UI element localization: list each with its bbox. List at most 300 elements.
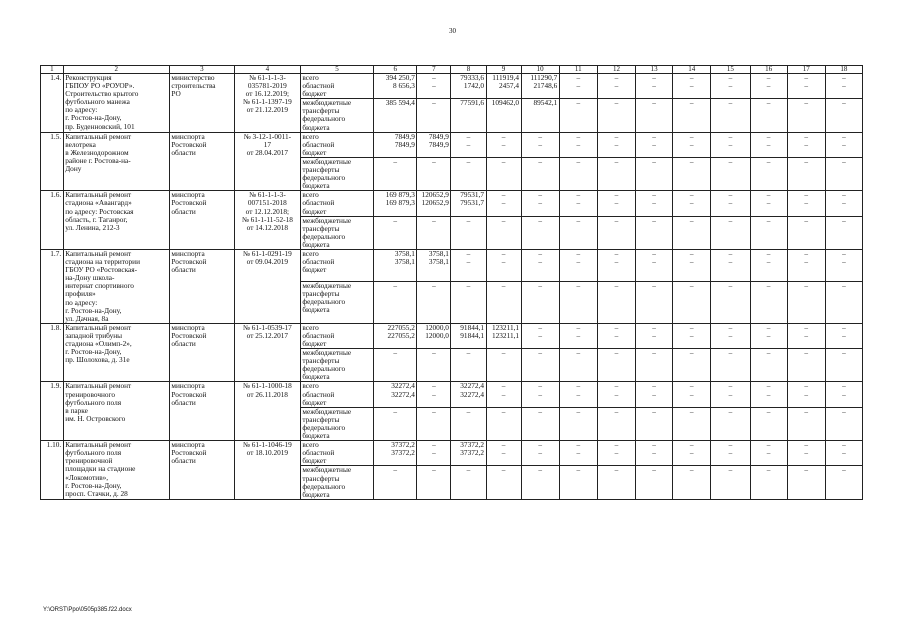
column-header: 15 bbox=[711, 66, 750, 74]
cell-line: велотрека bbox=[65, 139, 96, 149]
cell-line: – bbox=[466, 465, 471, 475]
item-number: 1.10. bbox=[41, 441, 64, 500]
cell-line: – bbox=[728, 407, 733, 416]
funding-amount bbox=[559, 441, 597, 466]
funding-amount bbox=[374, 191, 417, 216]
cell-line: – bbox=[466, 157, 471, 166]
cell-line: 2457,4 bbox=[498, 81, 520, 91]
funding-amount bbox=[486, 281, 521, 323]
funding-amount bbox=[673, 216, 711, 249]
cell-line: всего bbox=[302, 249, 319, 258]
cell-line: – bbox=[728, 190, 733, 200]
cell-line: по адресу: bbox=[65, 297, 98, 307]
cell-line: – bbox=[501, 389, 506, 399]
cell-line: – bbox=[466, 407, 471, 416]
cell-line: им. Н. Островского bbox=[65, 413, 126, 423]
table-row bbox=[41, 382, 863, 407]
funding-amount bbox=[825, 132, 862, 157]
funding-amount bbox=[711, 281, 750, 323]
cell-line: стадиона на территории bbox=[65, 257, 140, 267]
cell-line: – bbox=[728, 381, 733, 391]
cell-line: – bbox=[501, 139, 506, 149]
funding-amount bbox=[559, 216, 597, 249]
cell-line: бюджета bbox=[302, 372, 330, 382]
cell-line: 123211,1 bbox=[491, 330, 520, 340]
funding-amount bbox=[597, 349, 635, 382]
cell-line: от 26.11.2018 bbox=[246, 389, 288, 399]
funding-amount bbox=[374, 349, 417, 382]
funding-source bbox=[300, 132, 373, 157]
item-number: 1.6. bbox=[41, 191, 64, 250]
responsible-org bbox=[169, 323, 234, 382]
cell-line: – bbox=[614, 81, 619, 91]
funding-amount bbox=[636, 249, 673, 281]
funding-amount bbox=[597, 382, 635, 407]
cell-line: строительства bbox=[171, 81, 216, 91]
cell-line: – bbox=[652, 216, 656, 225]
funding-amount bbox=[750, 132, 787, 157]
cell-line: – bbox=[689, 139, 694, 149]
cell-line: – bbox=[652, 281, 656, 290]
cell-line: – bbox=[842, 81, 846, 91]
expertise-conclusion bbox=[234, 382, 300, 441]
column-header: 6 bbox=[374, 66, 417, 74]
funding-amount bbox=[521, 74, 559, 99]
cell-line: 1742,0 bbox=[463, 81, 484, 91]
column-header: 14 bbox=[673, 66, 711, 74]
funding-amount bbox=[417, 99, 451, 132]
cell-line: – bbox=[576, 98, 581, 108]
funding-amount bbox=[711, 382, 750, 407]
funding-source bbox=[300, 281, 373, 323]
cell-line: – bbox=[614, 73, 619, 82]
funding-amount bbox=[597, 407, 635, 440]
cell-line: ул. Дачная, 8а bbox=[65, 313, 109, 323]
cell-line: – bbox=[614, 216, 619, 225]
funding-amount bbox=[417, 249, 451, 281]
cell-line: – bbox=[614, 281, 619, 290]
cell-line: – bbox=[842, 407, 846, 416]
cell-line: Капитальный ремонт bbox=[65, 190, 132, 200]
cell-line: – bbox=[689, 323, 694, 332]
cell-line: – bbox=[842, 98, 846, 108]
cell-line: – bbox=[576, 198, 581, 208]
funding-amount bbox=[825, 441, 862, 466]
cell-line: – bbox=[766, 330, 771, 340]
cell-line: межбюджетные bbox=[302, 281, 352, 290]
cell-line: – bbox=[466, 139, 471, 149]
cell-line: межбюджетные bbox=[302, 465, 352, 475]
budget-table bbox=[40, 65, 863, 500]
cell-line: № 61-1-0539-17 bbox=[242, 323, 292, 332]
funding-amount bbox=[559, 382, 597, 407]
column-header: 11 bbox=[559, 66, 597, 74]
funding-amount bbox=[521, 249, 559, 281]
cell-line: – bbox=[538, 216, 542, 225]
cell-line: всего bbox=[302, 440, 319, 450]
cell-line: футбольного манежа bbox=[65, 97, 130, 107]
cell-line: – bbox=[576, 257, 581, 267]
funding-amount bbox=[559, 191, 597, 216]
cell-line: стадиона «Олимп-2», bbox=[65, 339, 132, 348]
cell-line: минспорта bbox=[171, 132, 205, 141]
cell-line: – bbox=[466, 257, 471, 267]
cell-line: – bbox=[393, 465, 398, 475]
cell-line: – bbox=[538, 157, 542, 166]
cell-line: – bbox=[501, 216, 506, 225]
cell-line: ул. Ленина, 212-3 bbox=[65, 222, 120, 232]
cell-line: – bbox=[432, 465, 436, 475]
funding-amount bbox=[787, 249, 825, 281]
cell-line: Строительство крытого bbox=[65, 89, 139, 99]
table-row bbox=[41, 249, 863, 281]
funding-amount bbox=[711, 99, 750, 132]
funding-amount bbox=[521, 323, 559, 348]
funding-source bbox=[300, 466, 373, 499]
funding-amount bbox=[486, 216, 521, 249]
funding-amount bbox=[673, 191, 711, 216]
cell-line: – bbox=[728, 440, 733, 450]
cell-line: министерство bbox=[171, 73, 215, 82]
funding-amount bbox=[825, 382, 862, 407]
cell-line: от 14.12.2018 bbox=[246, 222, 289, 232]
cell-line: межбюджетные bbox=[302, 216, 352, 225]
funding-amount bbox=[750, 441, 787, 466]
cell-line: – bbox=[432, 381, 436, 391]
cell-line: – bbox=[766, 323, 771, 332]
funding-amount bbox=[417, 74, 451, 99]
funding-amount bbox=[711, 191, 750, 216]
funding-amount bbox=[521, 132, 559, 157]
funding-amount bbox=[825, 249, 862, 281]
funding-amount bbox=[825, 349, 862, 382]
funding-source bbox=[300, 382, 373, 407]
cell-line: – bbox=[614, 440, 619, 450]
funding-amount bbox=[597, 157, 635, 190]
cell-line: – bbox=[432, 348, 436, 358]
funding-amount bbox=[825, 281, 862, 323]
cell-line: – bbox=[766, 440, 771, 450]
funding-amount bbox=[417, 466, 451, 499]
funding-amount bbox=[673, 466, 711, 499]
funding-amount bbox=[750, 191, 787, 216]
funding-amount bbox=[673, 281, 711, 323]
funding-amount bbox=[559, 407, 597, 440]
funding-amount bbox=[711, 216, 750, 249]
cell-line: – bbox=[689, 440, 694, 450]
funding-amount bbox=[417, 349, 451, 382]
cell-line: 7849,9 bbox=[428, 139, 449, 149]
column-header: 1 bbox=[41, 66, 64, 74]
cell-line: 12000,0 bbox=[425, 323, 449, 332]
funding-amount bbox=[521, 382, 559, 407]
funding-amount bbox=[636, 349, 673, 382]
cell-line: – bbox=[614, 257, 619, 267]
cell-line: № 61-1-1046-19 bbox=[242, 440, 292, 450]
cell-line: – bbox=[842, 73, 846, 82]
cell-line: Дону bbox=[65, 164, 82, 174]
funding-amount bbox=[559, 157, 597, 190]
cell-line: – bbox=[689, 465, 694, 475]
cell-line: – bbox=[652, 448, 656, 458]
funding-amount bbox=[673, 349, 711, 382]
cell-line: – bbox=[804, 348, 809, 358]
cell-line: – bbox=[576, 81, 581, 91]
cell-line: – bbox=[432, 216, 436, 225]
funding-amount bbox=[374, 466, 417, 499]
cell-line: – bbox=[576, 139, 581, 149]
cell-line: 91844,1 bbox=[460, 330, 484, 340]
funding-amount bbox=[451, 191, 486, 216]
funding-source bbox=[300, 157, 373, 190]
cell-line: – bbox=[432, 281, 436, 290]
cell-line: – bbox=[766, 465, 771, 475]
funding-amount bbox=[636, 74, 673, 99]
cell-line: – bbox=[689, 190, 694, 200]
funding-amount bbox=[417, 407, 451, 440]
expertise-conclusion bbox=[234, 249, 300, 323]
funding-amount bbox=[521, 191, 559, 216]
funding-amount bbox=[597, 132, 635, 157]
cell-line: ГБПОУ РО «РОУОР». bbox=[65, 81, 135, 91]
cell-line: – bbox=[689, 81, 694, 91]
cell-line: 227055,2 bbox=[387, 323, 415, 332]
column-header: 4 bbox=[234, 66, 300, 74]
cell-line: – bbox=[804, 440, 809, 450]
cell-line: – bbox=[466, 281, 471, 290]
cell-line: – bbox=[766, 157, 771, 166]
funding-source bbox=[300, 74, 373, 99]
funding-amount bbox=[787, 349, 825, 382]
cell-line: – bbox=[432, 98, 436, 108]
cell-line: – bbox=[576, 330, 581, 340]
cell-line: Капитальный ремонт bbox=[65, 440, 132, 450]
funding-amount bbox=[750, 281, 787, 323]
cell-line: – bbox=[652, 348, 656, 358]
cell-line: – bbox=[766, 190, 771, 200]
cell-line: – bbox=[652, 407, 656, 416]
cell-line: – bbox=[652, 249, 656, 258]
cell-line: – bbox=[728, 465, 733, 475]
funding-amount bbox=[417, 132, 451, 157]
cell-line: – bbox=[614, 348, 619, 358]
cell-line: «Локомотив», bbox=[65, 472, 109, 482]
funding-source bbox=[300, 249, 373, 281]
funding-amount bbox=[787, 99, 825, 132]
cell-line: всего bbox=[302, 73, 319, 82]
funding-amount bbox=[451, 249, 486, 281]
cell-line: – bbox=[728, 249, 733, 258]
funding-amount bbox=[750, 349, 787, 382]
cell-line: – bbox=[689, 257, 694, 267]
cell-line: – bbox=[689, 407, 694, 416]
cell-line: бюджет bbox=[302, 456, 327, 466]
cell-line: – bbox=[538, 381, 542, 391]
funding-amount bbox=[451, 323, 486, 348]
cell-line: – bbox=[804, 249, 809, 258]
cell-line: 3758,1 bbox=[394, 249, 415, 258]
cell-line: области bbox=[171, 339, 196, 348]
cell-line: – bbox=[614, 139, 619, 149]
cell-line: – bbox=[501, 249, 506, 258]
cell-line: бюджет bbox=[302, 339, 327, 348]
cell-line: – bbox=[842, 132, 846, 141]
cell-line: – bbox=[728, 139, 733, 149]
cell-line: – bbox=[804, 198, 809, 208]
cell-line: – bbox=[652, 73, 656, 82]
funding-amount bbox=[374, 441, 417, 466]
cell-line: Ростовской bbox=[171, 198, 207, 208]
cell-line: – bbox=[766, 407, 771, 416]
cell-line: – bbox=[576, 73, 581, 82]
object-name bbox=[63, 382, 169, 441]
cell-line: области bbox=[171, 265, 196, 275]
cell-line: г. Ростов-на-Дону, bbox=[65, 113, 122, 123]
cell-line: – bbox=[576, 465, 581, 475]
funding-amount bbox=[374, 281, 417, 323]
cell-line: – bbox=[689, 132, 694, 141]
cell-line: – bbox=[538, 249, 542, 258]
cell-line: районе г. Ростова-на- bbox=[65, 155, 131, 165]
cell-line: 035781-2019 bbox=[247, 81, 287, 91]
cell-line: – bbox=[652, 139, 656, 149]
funding-amount bbox=[825, 407, 862, 440]
cell-line: – bbox=[614, 98, 619, 108]
cell-line: – bbox=[766, 281, 771, 290]
cell-line: – bbox=[652, 98, 656, 108]
funding-amount bbox=[787, 382, 825, 407]
funding-amount bbox=[451, 349, 486, 382]
funding-amount bbox=[825, 323, 862, 348]
cell-line: – bbox=[842, 157, 846, 166]
funding-amount bbox=[374, 249, 417, 281]
cell-line: тренировочного bbox=[65, 389, 115, 399]
cell-line: № 61-1-11-52-18 bbox=[241, 214, 293, 224]
cell-line: – bbox=[689, 216, 694, 225]
funding-amount bbox=[673, 407, 711, 440]
cell-line: 385 594,4 bbox=[385, 98, 415, 108]
funding-amount bbox=[636, 216, 673, 249]
funding-amount bbox=[559, 281, 597, 323]
cell-line: – bbox=[538, 132, 542, 141]
cell-line: Ростовской bbox=[171, 330, 207, 340]
cell-line: – bbox=[393, 216, 398, 225]
object-name bbox=[63, 249, 169, 323]
cell-line: – bbox=[766, 139, 771, 149]
cell-line: – bbox=[576, 157, 581, 166]
cell-line: – bbox=[576, 448, 581, 458]
funding-amount bbox=[521, 466, 559, 499]
cell-line: – bbox=[728, 81, 733, 91]
cell-line: – bbox=[804, 465, 809, 475]
cell-line: – bbox=[652, 198, 656, 208]
cell-line: – bbox=[842, 257, 846, 267]
cell-line: – bbox=[576, 249, 581, 258]
cell-line: – bbox=[538, 407, 542, 416]
funding-amount bbox=[597, 74, 635, 99]
cell-line: просп. Стачки, д. 28 bbox=[65, 488, 128, 498]
cell-line: области bbox=[171, 206, 196, 216]
cell-line: – bbox=[842, 190, 846, 200]
cell-line: 77591,6 bbox=[460, 98, 484, 108]
object-name bbox=[63, 191, 169, 250]
cell-line: г. Ростов-на-Дону, bbox=[65, 305, 122, 315]
funding-amount bbox=[374, 407, 417, 440]
funding-amount bbox=[521, 281, 559, 323]
cell-line: 394 250,7 bbox=[385, 73, 415, 82]
funding-amount bbox=[673, 132, 711, 157]
cell-line: минспорта bbox=[171, 440, 205, 450]
cell-line: 37372,2 bbox=[460, 448, 484, 458]
column-header: 7 bbox=[417, 66, 451, 74]
cell-line: области bbox=[171, 456, 196, 466]
funding-amount bbox=[597, 249, 635, 281]
funding-amount bbox=[521, 157, 559, 190]
funding-amount bbox=[374, 216, 417, 249]
cell-line: – bbox=[804, 190, 809, 200]
funding-amount bbox=[559, 249, 597, 281]
cell-line: – bbox=[652, 257, 656, 267]
cell-line: – bbox=[804, 139, 809, 149]
funding-amount bbox=[451, 74, 486, 99]
cell-line: – bbox=[501, 190, 506, 200]
cell-line: – bbox=[689, 157, 694, 166]
cell-line: – bbox=[804, 216, 809, 225]
item-number: 1.5. bbox=[41, 132, 64, 191]
cell-line: – bbox=[804, 132, 809, 141]
expertise-conclusion bbox=[234, 132, 300, 191]
cell-line: – bbox=[652, 323, 656, 332]
cell-line: – bbox=[842, 249, 846, 258]
cell-line: – bbox=[432, 407, 436, 416]
cell-line: от 09.04.2019 bbox=[246, 257, 289, 267]
cell-line: в парке bbox=[65, 405, 88, 415]
funding-amount bbox=[521, 216, 559, 249]
funding-source bbox=[300, 216, 373, 249]
cell-line: – bbox=[842, 381, 846, 391]
funding-amount bbox=[825, 191, 862, 216]
responsible-org bbox=[169, 382, 234, 441]
funding-amount bbox=[711, 441, 750, 466]
item-number: 1.8. bbox=[41, 323, 64, 382]
cell-line: – bbox=[652, 465, 656, 475]
cell-line: – bbox=[538, 139, 542, 149]
cell-line: от 18.10.2019 bbox=[246, 448, 289, 458]
responsible-org bbox=[169, 249, 234, 323]
cell-line: – bbox=[614, 407, 619, 416]
cell-line: – bbox=[728, 198, 733, 208]
column-header: 12 bbox=[597, 66, 635, 74]
expertise-conclusion bbox=[234, 74, 300, 133]
funding-source bbox=[300, 441, 373, 466]
cell-line: – bbox=[432, 81, 436, 91]
cell-line: – bbox=[466, 249, 471, 258]
funding-amount bbox=[711, 349, 750, 382]
cell-line: федерального bbox=[302, 296, 346, 306]
cell-line: – bbox=[766, 216, 771, 225]
cell-line: федерального bbox=[302, 422, 346, 432]
cell-line: – bbox=[842, 323, 846, 332]
funding-amount bbox=[825, 216, 862, 249]
funding-amount bbox=[451, 407, 486, 440]
funding-amount bbox=[750, 466, 787, 499]
cell-line: – bbox=[766, 257, 771, 267]
funding-amount bbox=[486, 74, 521, 99]
funding-amount bbox=[750, 407, 787, 440]
funding-amount bbox=[636, 191, 673, 216]
cell-line: – bbox=[728, 98, 733, 108]
responsible-org bbox=[169, 441, 234, 500]
